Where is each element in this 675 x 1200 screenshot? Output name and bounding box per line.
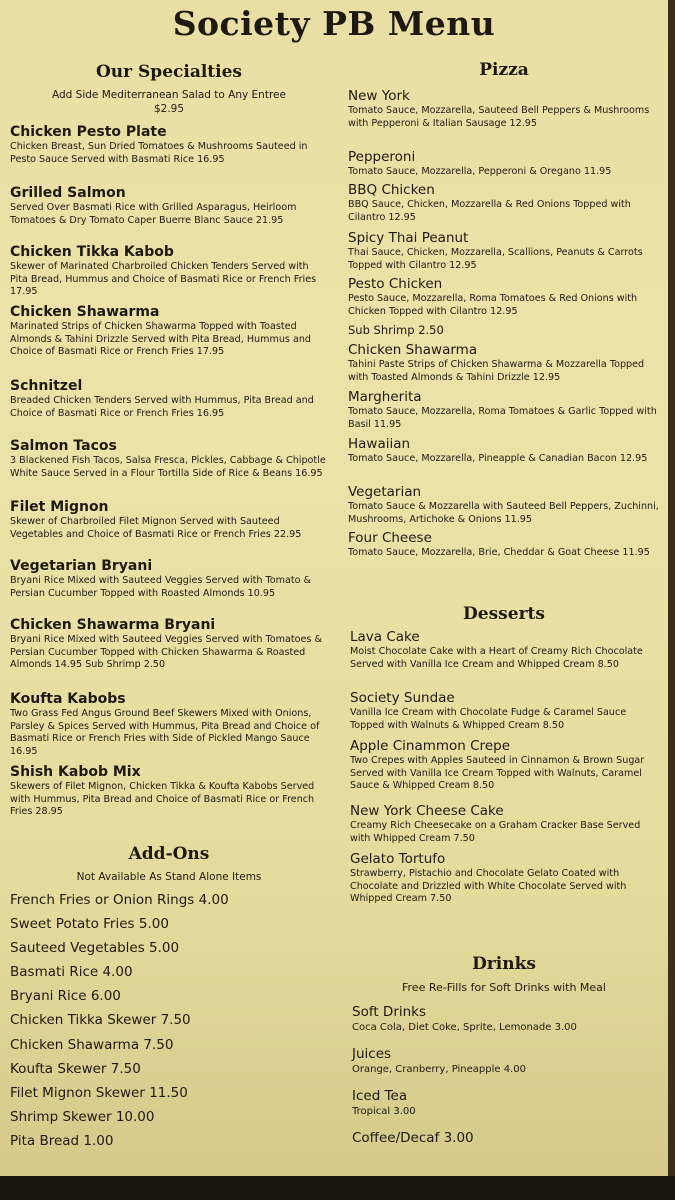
item-desc: Pesto Sauce, Mozzarella, Roma Tomatoes & Red Onions with Chicken Topped with Cilantro 12.95 [348,293,638,317]
pizza-item-margherita [348,389,660,431]
pizza-item-vegetarian [348,484,660,526]
item-desc: Creamy Rich Cheesecake on a Graham Cracker Base Served with Whipped Cream 7.50 [350,820,641,844]
menu-item-koufta-kabobs [10,691,328,758]
item-name: Koufta Kabobs [10,691,126,707]
menu-item-vegetarian-bryani [10,558,328,600]
item-name: New York [348,88,410,104]
addon-item: Chicken Shawarma 7.50 [10,1037,174,1053]
addon-item: French Fries or Onion Rings 4.00 [10,892,229,908]
item-desc: Strawberry, Pistachio and Chocolate Gelato Coated with Chocolate and Drizzled with White Chocolate Served with Whipped Cream 7.50 [350,868,627,904]
item-desc: Breaded Chicken Tenders Served with Hummus, Pita Bread and Choice of Basmati Rice or French Fries 16.95 [10,395,314,419]
item-desc: Served Over Basmati Rice with Grilled Asparagus, Heirloom Tomatoes & Dry Tomato Caper Buerre Blanc Sauce 21.95 [10,202,297,226]
drink-item-soft-drinks [352,1004,662,1034]
pizza-item-four-cheese [348,530,660,560]
drink-item-juices [352,1046,662,1076]
dessert-item-lava-cake [350,629,662,671]
item-name: Grilled Salmon [10,185,126,201]
item-desc: Tomato Sauce & Mozzarella with Sauteed Bell Peppers, Zuchinni, Mushrooms, Artichoke & Onions 11.95 [348,501,659,525]
menu-item-schnitzel [10,378,328,420]
table-surface [0,1176,675,1200]
pizza-item-hawaiian [348,436,660,466]
item-name: Chicken Shawarma [348,342,478,358]
item-name: Society Sundae [350,690,455,706]
menu-item-chicken-shawarma [10,304,328,359]
item-name: Salmon Tacos [10,438,117,454]
menu-item-chicken-tikka-kabob [10,244,328,299]
dessert-item-new-york-cheese-cake [350,803,662,845]
item-desc: Two Crepes with Apples Sauteed in Cinnamon & Brown Sugar Served with Vanilla Ice Cream Topped with Walnuts, Caramel Sauce & Whipped Cream 8.50 [350,755,645,791]
item-name: Coffee/Decaf 3.00 [352,1130,474,1146]
drink-item-coffee-decaf [352,1130,662,1147]
item-desc: Tomato Sauce, Mozzarella, Pineapple & Canadian Bacon 12.95 [348,453,648,464]
item-desc: Skewers of Filet Mignon, Chicken Tikka & Koufta Kabobs Served with Hummus, Pita Bread and Choice of Basmati Rice or French Fries 28.95 [10,781,315,817]
menu-item-salmon-tacos [10,438,328,480]
item-name: Pesto Chicken [348,276,443,292]
desserts-heading: Desserts [463,604,545,624]
specialties-note: Add Side Mediterranean Salad to Any Entree $2.95 [52,89,286,115]
addon-item: Filet Mignon Skewer 11.50 [10,1085,188,1101]
item-desc: BBQ Sauce, Chicken, Mozzarella & Red Onions Topped with Cilantro 12.95 [348,199,631,223]
item-name: Schnitzel [10,378,83,394]
item-desc: 3 Blackened Fish Tacos, Salsa Fresca, Pickles, Cabbage & Chipotle White Sauce Served in a Flour Tortilla Side of Rice & Beans 16.95 [10,455,326,479]
dessert-item-gelato-tortufo [350,851,662,906]
item-name: Iced Tea [352,1088,408,1104]
item-desc: Vanilla Ice Cream with Chocolate Fudge & Caramel Sauce Topped with Walnuts & Whipped Cream 8.50 [350,707,627,731]
addons-note: Not Available As Stand Alone Items [76,871,262,883]
item-desc: Orange, Cranberry, Pineapple 4.00 [352,1064,526,1075]
item-desc: Tomato Sauce, Mozzarella, Roma Tomatoes & Garlic Topped with Basil 11.95 [348,406,657,430]
dessert-item-society-sundae [350,690,662,732]
item-desc: Skewer of Marinated Charbroiled Chicken Tenders Served with Pita Bread, Hummus and Choice of Basmati Rice or French Fries 17.95 [10,261,317,297]
addon-item: Chicken Tikka Skewer 7.50 [10,1012,191,1028]
pizza-item-pepperoni [348,149,660,179]
item-name: BBQ Chicken [348,182,435,198]
item-name: Gelato Tortufo [350,851,446,867]
addon-item: Basmati Rice 4.00 [10,964,133,980]
item-desc: Bryani Rice Mixed with Sauteed Veggies Served with Tomatoes & Persian Cucumber Topped with Chicken Shawarma & Roasted Almonds 14.95 Sub Shrimp 2.50 [10,634,322,670]
menu-item-chicken-shawarma-bryani [10,617,328,672]
addon-item: Pita Bread 1.00 [10,1133,114,1149]
item-name: Chicken Tikka Kabob [10,244,174,260]
item-name: Juices [352,1046,392,1062]
pizza-item-bbq-chicken [348,182,660,224]
item-desc: Bryani Rice Mixed with Sauteed Veggies Served with Tomato & Persian Cucumber Topped with Roasted Almonds 10.95 [10,575,312,599]
item-name: Chicken Shawarma Bryani [10,617,216,633]
pizza-item-chicken-shawarma [348,342,660,384]
pizza-item-pesto-chicken [348,276,660,339]
drinks-note: Free Re-Fills for Soft Drinks with Meal [402,981,606,994]
pizza-heading: Pizza [479,60,529,80]
item-name: Vegetarian [348,484,422,500]
specialties-heading: Our Specialties [95,62,242,82]
drinks-heading: Drinks [472,954,536,974]
item-name: Hawaiian [348,436,411,452]
drink-item-iced-tea [352,1088,662,1118]
addon-item: Shrimp Skewer 10.00 [10,1109,155,1125]
item-desc: Skewer of Charbroiled Filet Mignon Served with Sauteed Vegetables and Choice of Basmati Rice or French Fries 22.95 [10,516,302,540]
addon-item: Sweet Potato Fries 5.00 [10,916,169,932]
item-name: Chicken Shawarma [10,304,160,320]
addon-item: Bryani Rice 6.00 [10,988,121,1004]
item-name: Spicy Thai Peanut [348,230,469,246]
item-name: Soft Drinks [352,1004,427,1020]
pizza-item-new-york [348,88,660,130]
item-desc: Tomato Sauce, Mozzarella, Brie, Cheddar & Goat Cheese 11.95 [348,547,650,558]
menu-item-grilled-salmon [10,185,328,227]
item-desc: Marinated Strips of Chicken Shawarma Topped with Toasted Almonds & Tahini Drizzle Served with Pita Bread, Hummus and Choice of Basmati Rice or French Fries 17.95 [10,321,312,357]
dessert-item-apple-cinammon-crepe [350,738,662,793]
addon-item: Koufta Skewer 7.50 [10,1061,141,1077]
menu-item-chicken-pesto-plate [10,124,328,166]
item-name: Vegetarian Bryani [10,558,153,574]
item-desc: Tropical 3.00 [352,1106,416,1117]
item-name: New York Cheese Cake [350,803,504,819]
item-desc: Tomato Sauce, Mozzarella, Pepperoni & Oregano 11.95 [348,166,612,177]
menu-item-shish-kabob-mix [10,764,328,819]
item-desc: Tomato Sauce, Mozzarella, Sauteed Bell Peppers & Mushrooms with Pepperoni & Italian Sausage 12.95 [348,105,650,129]
item-name: Lava Cake [350,629,420,645]
item-name: Four Cheese [348,530,432,546]
item-name: Pepperoni [348,149,416,165]
item-desc: Thai Sauce, Chicken, Mozzarella, Scallions, Peanuts & Carrots Topped with Cilantro 12.95 [348,247,643,271]
item-desc: Moist Chocolate Cake with a Heart of Creamy Rich Chocolate Served with Vanilla Ice Cream and Whipped Cream 8.50 [350,646,643,670]
item-name: Chicken Pesto Plate [10,124,167,140]
menu-title: Society PB Menu [172,4,496,43]
addons-heading: Add-Ons [128,844,210,864]
item-desc: Chicken Breast, Sun Dried Tomatoes & Mushrooms Sauteed in Pesto Sauce Served with Basmati Rice 16.95 [10,141,308,165]
item-desc: Two Grass Fed Angus Ground Beef Skewers Mixed with Onions, Parsley & Spices Served with Hummus, Pita Bread and Choice of Basmati Rice or French Fries with Side of Pickled Mango Sauce 16.95 [10,708,320,757]
item-name: Apple Cinammon Crepe [350,738,510,754]
item-extra: Sub Shrimp 2.50 [348,323,444,337]
item-name: Shish Kabob Mix [10,764,141,780]
page-edge-shadow [668,0,675,1176]
item-desc: Tahini Paste Strips of Chicken Shawarma & Mozzarella Topped with Toasted Almonds & Tahini Drizzle 12.95 [348,359,645,383]
pizza-item-spicy-thai-peanut [348,230,660,272]
item-name: Filet Mignon [10,499,109,515]
item-desc: Coca Cola, Diet Coke, Sprite, Lemonade 3.00 [352,1022,577,1033]
menu-item-filet-mignon [10,499,328,541]
item-name: Margherita [348,389,422,405]
addon-item: Sauteed Vegetables 5.00 [10,940,180,956]
